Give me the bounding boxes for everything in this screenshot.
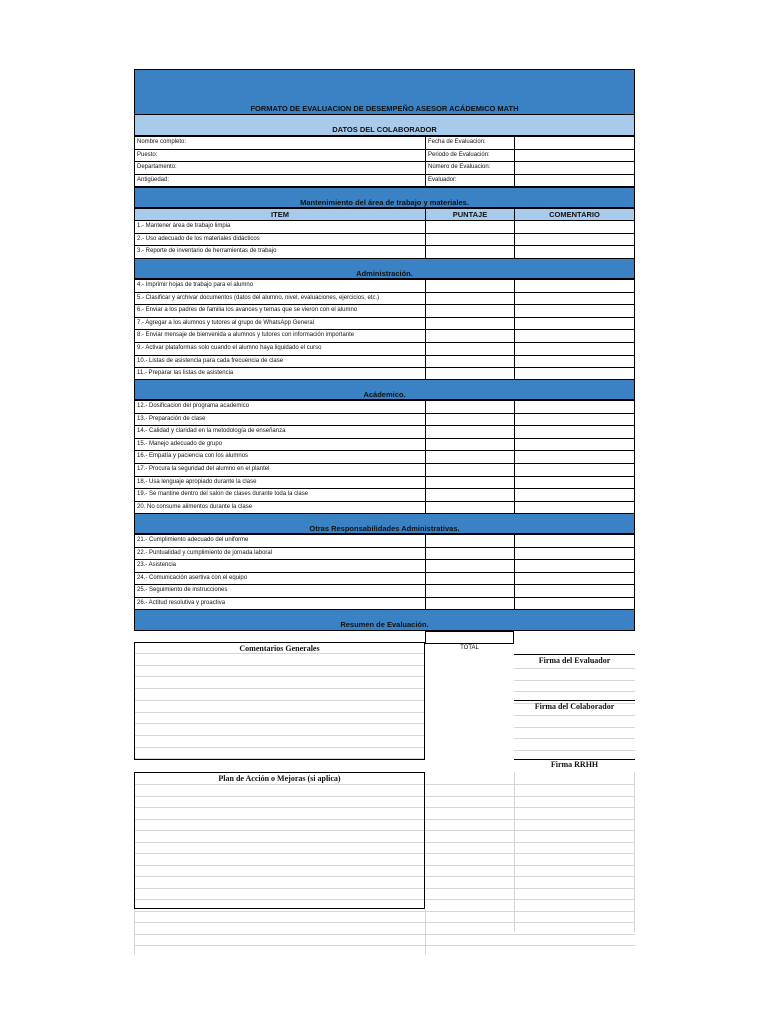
grid-line <box>135 888 424 889</box>
grid-line <box>425 911 635 912</box>
score-input[interactable] <box>425 304 515 318</box>
grid-line <box>425 922 635 923</box>
evaluator-signature-line <box>514 654 635 655</box>
item-row-label: 2.- Uso adecuado de los materiales didácticos <box>134 233 426 247</box>
score-input[interactable] <box>425 534 515 548</box>
grid-line <box>425 876 635 877</box>
item-row-label: 11.- Preparar las listas de asistencia <box>134 367 426 381</box>
grid-line <box>425 945 635 946</box>
score-input[interactable] <box>425 425 515 439</box>
field-label-left: Nombre completo: <box>134 136 426 150</box>
collaborator-signature-line <box>514 700 635 701</box>
collaborator-signature-label: Firma del Colaborador <box>534 702 615 711</box>
item-row-label: 9.- Activar plataformas solo cuando el alumno haya liquidado el curso <box>134 342 426 356</box>
comment-input[interactable] <box>514 279 635 293</box>
grid-line <box>135 676 424 677</box>
score-input[interactable] <box>425 317 515 331</box>
field-value-input[interactable] <box>514 174 635 188</box>
comment-input[interactable] <box>514 317 635 331</box>
grid-line <box>135 712 424 713</box>
form-title-band <box>134 69 635 115</box>
grid-line <box>135 747 424 748</box>
comment-input[interactable] <box>514 463 635 477</box>
grid-line <box>135 700 424 701</box>
grid-line <box>135 819 424 820</box>
score-input[interactable] <box>425 342 515 356</box>
grid-line <box>135 842 424 843</box>
item-row-label: 5.- Clasificar y archivar documentos (datos del alumno, nivel, evaluaciones, ejercicios, etc.) <box>134 292 426 306</box>
comment-input[interactable] <box>514 425 635 439</box>
item-row-label: 8.- Enviar mensaje de bienvenida a alumnos y tutores con información importante <box>134 329 426 343</box>
comment-input[interactable] <box>514 547 635 561</box>
score-input[interactable] <box>425 355 515 369</box>
section-header <box>134 513 635 534</box>
comment-input[interactable] <box>514 413 635 427</box>
comment-input[interactable] <box>514 245 635 259</box>
score-input[interactable] <box>425 245 515 259</box>
comment-input[interactable] <box>514 559 635 573</box>
grid-line <box>134 909 135 955</box>
field-label-left: Antigüedad: <box>134 174 426 188</box>
grid-line <box>135 899 424 900</box>
comment-input[interactable] <box>514 400 635 414</box>
score-input[interactable] <box>425 220 515 234</box>
field-label-right: Número de Evaluacion: <box>425 161 515 175</box>
comment-input[interactable] <box>514 342 635 356</box>
comment-input[interactable] <box>514 534 635 548</box>
grid-line <box>514 715 635 716</box>
item-row-label: 22.- Puntualidad y cumplimiento de jornada laboral <box>134 547 426 561</box>
comment-input[interactable] <box>514 220 635 234</box>
comment-input[interactable] <box>514 355 635 369</box>
grid-line <box>134 945 425 946</box>
field-label-right: Evaluador: <box>425 174 515 188</box>
grid-line <box>135 665 424 666</box>
grid-line <box>425 784 635 785</box>
score-input[interactable] <box>425 233 515 247</box>
grid-line <box>135 853 424 854</box>
item-row-label: 4.- Imprimir hojas de trabajo para el alumno <box>134 279 426 293</box>
item-row-label: 16.- Empatía y paciencia con los alumnos <box>134 450 426 464</box>
item-row-label: 21.- Cumplimiento adecuado del uniforme <box>134 534 426 548</box>
score-input[interactable] <box>425 292 515 306</box>
action-plan-label: Plan de Acción o Mejoras (si aplica) <box>218 774 341 783</box>
total-value-box[interactable] <box>425 631 514 644</box>
grid-line <box>135 796 424 797</box>
general-comments-box[interactable] <box>134 642 425 760</box>
grid-line <box>135 784 424 785</box>
score-input[interactable] <box>425 559 515 573</box>
grid-line <box>514 727 635 728</box>
grid-line <box>134 911 425 912</box>
summary-header <box>134 609 635 631</box>
comment-input[interactable] <box>514 329 635 343</box>
item-row-label: 15.- Manejo adecuado de grupo <box>134 438 426 452</box>
comment-input[interactable] <box>514 292 635 306</box>
grid-line <box>634 772 635 932</box>
comment-input[interactable] <box>514 476 635 490</box>
form-title: FORMATO DE EVALUACION DE DESEMPEÑO ASESOR ACÁDEMICO MATH <box>250 104 519 113</box>
item-row-label: 10.- Listas de asistencia para cada frecuencia de clase <box>134 355 426 369</box>
comment-input[interactable] <box>514 304 635 318</box>
section-header <box>134 258 635 279</box>
collaborator-section-header <box>134 115 635 136</box>
grid-line <box>425 796 635 797</box>
grid-line <box>135 807 424 808</box>
item-row-label: 24.- Comunicación asertiva con el equipo <box>134 572 426 586</box>
item-row-label: 17.- Procura la seguridad del alumno en el plantel <box>134 463 426 477</box>
field-label-right: Fecha de Evaluacion: <box>425 136 515 150</box>
field-label-left: Departamento: <box>134 161 426 175</box>
grid-line <box>135 865 424 866</box>
grid-line <box>514 668 635 669</box>
grid-line <box>135 830 424 831</box>
grid-line <box>425 899 635 900</box>
section-title: Mantenimiento del área de trabajo y materiales. <box>300 198 469 207</box>
grid-line <box>514 772 515 932</box>
score-input[interactable] <box>425 413 515 427</box>
collaborator-section-title: DATOS DEL COLABORADOR <box>332 125 437 134</box>
score-input[interactable] <box>425 476 515 490</box>
comment-input[interactable] <box>514 233 635 247</box>
grid-line <box>134 922 425 923</box>
item-row-label: 23.- Asistencia <box>134 559 426 573</box>
item-row-label: 12.- Dosificacion del programa academico <box>134 400 426 414</box>
item-row-label: 13.- Preparación de clase <box>134 413 426 427</box>
grid-line <box>134 934 425 935</box>
total-label: TOTAL <box>460 645 479 651</box>
field-value-input[interactable] <box>514 136 635 150</box>
column-header-comment: COMENTARIO <box>514 208 635 221</box>
evaluator-signature-label: Firma del Evaluador <box>538 656 611 665</box>
item-row-label: 26.- Actitud resolutiva y proactiva <box>134 597 426 611</box>
comment-input[interactable] <box>514 572 635 586</box>
score-input[interactable] <box>425 450 515 464</box>
grid-line <box>425 819 635 820</box>
column-header-score: PUNTAJE <box>425 208 515 221</box>
section-header <box>134 187 635 208</box>
grid-line <box>135 876 424 877</box>
grid-line <box>135 758 424 759</box>
comment-input[interactable] <box>514 488 635 502</box>
grid-line <box>425 830 635 831</box>
item-row-label: 3.- Reporte de inventario de herramientas de trabajo <box>134 245 426 259</box>
grid-line <box>514 750 635 751</box>
field-label-right: Periodo de Evaluación: <box>425 149 515 163</box>
grid-line <box>135 735 424 736</box>
field-label-left: Puesto: <box>134 149 426 163</box>
grid-line <box>425 853 635 854</box>
hr-signature-label: Firma RRHH <box>550 760 599 769</box>
score-input[interactable] <box>425 400 515 414</box>
column-header-item: ITEM <box>134 208 426 221</box>
grid-line <box>135 653 424 654</box>
summary-title: Resumen de Evaluación. <box>340 620 429 629</box>
score-input[interactable] <box>425 488 515 502</box>
item-row-label: 7.- Agregar a los alumnos y tutores al grupo de WhatsApp General <box>134 317 426 331</box>
grid-line <box>514 691 635 692</box>
grid-line <box>514 738 635 739</box>
comment-input[interactable] <box>514 438 635 452</box>
field-value-input[interactable] <box>514 149 635 163</box>
score-input[interactable] <box>425 463 515 477</box>
item-row-label: 14.- Calidad y claridad en la metodología de enseñanza <box>134 425 426 439</box>
grid-line <box>425 909 426 955</box>
item-row-label: 20. No consume alimentos durante la clase <box>134 501 426 515</box>
field-value-input[interactable] <box>514 161 635 175</box>
section-title: Otras Responsabilidades Administrativas. <box>309 524 460 533</box>
item-row-label: 19.- Se mantine dentro del salon de clases durante toda la clase <box>134 488 426 502</box>
grid-line <box>425 888 635 889</box>
item-row-label: 18.- Usa lenguaje apropiado durante la clase <box>134 476 426 490</box>
item-row-label: 25.- Seguimiento de instrucciones <box>134 584 426 598</box>
item-row-label: 6.- Enviar a los padres de familia los avances y temas que se vieron con el alumno <box>134 304 426 318</box>
grid-line <box>425 934 635 935</box>
comment-input[interactable] <box>514 584 635 598</box>
grid-line <box>425 865 635 866</box>
general-comments-label: Comentarios Generales <box>239 644 320 653</box>
grid-line <box>425 807 635 808</box>
section-title: Acádemico. <box>363 390 406 399</box>
section-title: Administración. <box>356 269 413 278</box>
score-input[interactable] <box>425 547 515 561</box>
grid-line <box>514 680 635 681</box>
section-header <box>134 379 635 400</box>
score-input[interactable] <box>425 438 515 452</box>
grid-line <box>135 723 424 724</box>
grid-line <box>135 688 424 689</box>
comment-input[interactable] <box>514 450 635 464</box>
score-input[interactable] <box>425 279 515 293</box>
score-input[interactable] <box>425 572 515 586</box>
item-row-label: 1.- Mantener área de trabajo limpia <box>134 220 426 234</box>
score-input[interactable] <box>425 584 515 598</box>
score-input[interactable] <box>425 329 515 343</box>
grid-line <box>425 842 635 843</box>
